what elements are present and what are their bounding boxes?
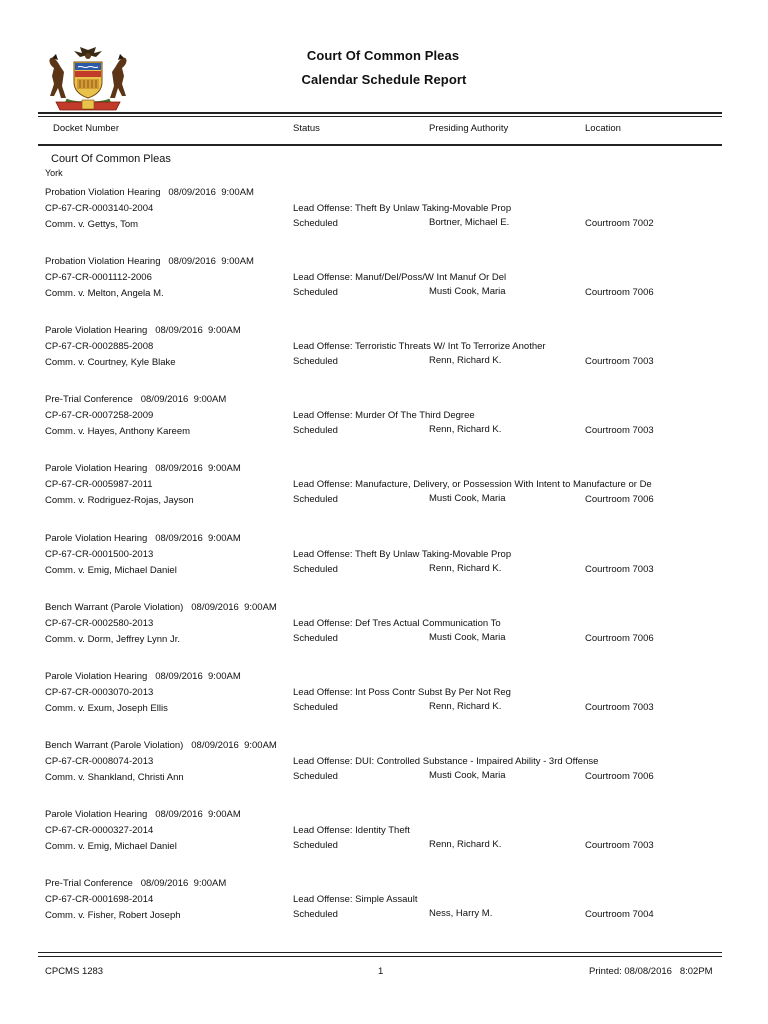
case-caption: Comm. v. Courtney, Kyle Blake	[45, 357, 176, 368]
hearing-type: Parole Violation Hearing 08/09/2016 9:00AM	[45, 809, 241, 820]
docket-number: CP-67-CR-0002580-2013	[45, 618, 154, 629]
presiding-authority: Musti Cook, Maria	[429, 286, 506, 297]
docket-number: CP-67-CR-0003140-2004	[45, 203, 154, 214]
column-presiding-authority: Presiding Authority	[429, 123, 509, 134]
lead-offense: Lead Offense: Simple Assault	[293, 894, 418, 905]
docket-number: CP-67-CR-0003070-2013	[45, 687, 154, 698]
schedule-entry	[0, 879, 768, 939]
report-title: Court Of Common Pleas	[306, 48, 460, 63]
presiding-authority: Musti Cook, Maria	[429, 770, 506, 781]
lead-offense: Lead Offense: Murder Of The Third Degree	[293, 410, 475, 421]
schedule-entry	[0, 395, 768, 455]
presiding-authority: Renn, Richard K.	[429, 424, 502, 435]
schedule-entry	[0, 257, 768, 317]
schedule-entry	[0, 326, 768, 386]
court-section-title: Court Of Common Pleas	[51, 153, 171, 165]
header-top-rule	[38, 112, 722, 114]
docket-number: CP-67-CR-0001698-2014	[45, 894, 154, 905]
lead-offense: Lead Offense: Int Poss Contr Subst By Per Not Reg	[293, 687, 511, 698]
presiding-authority: Bortner, Michael E.	[429, 217, 510, 228]
case-caption: Comm. v. Gettys, Tom	[45, 219, 139, 230]
hearing-type: Parole Violation Hearing 08/09/2016 9:00AM	[45, 533, 241, 544]
case-caption: Comm. v. Melton, Angela M.	[45, 288, 164, 299]
lead-offense: Lead Offense: Identity Theft	[293, 825, 410, 836]
footer-rule	[38, 952, 722, 953]
presiding-authority: Renn, Richard K.	[429, 701, 502, 712]
case-status: Scheduled	[293, 633, 338, 644]
presiding-authority: Musti Cook, Maria	[429, 493, 506, 504]
hearing-type: Pre-Trial Conference 08/09/2016 9:00AM	[45, 394, 227, 405]
courtroom-location: Courtroom 7006	[585, 494, 654, 505]
lead-offense: Lead Offense: Theft By Unlaw Taking-Movable Prop	[293, 203, 512, 214]
courtroom-location: Courtroom 7003	[585, 425, 654, 436]
case-caption: Comm. v. Shankland, Christi Ann	[45, 772, 184, 783]
schedule-entry	[0, 464, 768, 524]
case-status: Scheduled	[293, 287, 338, 298]
case-caption: Comm. v. Fisher, Robert Joseph	[45, 910, 181, 921]
docket-number: CP-67-CR-0008074-2013	[45, 756, 154, 767]
case-status: Scheduled	[293, 909, 338, 920]
column-location: Location	[585, 123, 621, 134]
docket-number: CP-67-CR-0005987-2011	[45, 479, 153, 490]
presiding-authority: Renn, Richard K.	[429, 355, 502, 366]
header-top-rule-thin	[38, 116, 722, 117]
courtroom-location: Courtroom 7006	[585, 633, 654, 644]
presiding-authority: Renn, Richard K.	[429, 563, 502, 574]
hearing-type: Parole Violation Hearing 08/09/2016 9:00AM	[45, 463, 241, 474]
case-status: Scheduled	[293, 494, 338, 505]
schedule-entry	[0, 534, 768, 594]
case-status: Scheduled	[293, 840, 338, 851]
case-caption: Comm. v. Exum, Joseph Ellis	[45, 703, 168, 714]
header-bottom-rule	[38, 144, 722, 146]
case-caption: Comm. v. Emig, Michael Daniel	[45, 565, 177, 576]
docket-number: CP-67-CR-0000327-2014	[45, 825, 154, 836]
county-name: York	[45, 168, 63, 178]
schedule-entry	[0, 188, 768, 248]
hearing-type: Bench Warrant (Parole Violation) 08/09/2016 9:00AM	[45, 740, 277, 751]
docket-number: CP-67-CR-0007258-2009	[45, 410, 154, 421]
courtroom-location: Courtroom 7002	[585, 218, 654, 229]
schedule-entry	[0, 603, 768, 663]
case-caption: Comm. v. Dorm, Jeffrey Lynn Jr.	[45, 634, 180, 645]
presiding-authority: Renn, Richard K.	[429, 839, 502, 850]
page-number: 1	[378, 966, 384, 977]
schedule-entry	[0, 672, 768, 732]
courtroom-location: Courtroom 7003	[585, 356, 654, 367]
docket-number: CP-67-CR-0001112-2006	[45, 272, 152, 283]
report-subtitle: Calendar Schedule Report	[301, 72, 467, 87]
case-caption: Comm. v. Rodriguez-Rojas, Jayson	[45, 495, 194, 506]
courtroom-location: Courtroom 7006	[585, 287, 654, 298]
case-status: Scheduled	[293, 702, 338, 713]
lead-offense: Lead Offense: Manuf/Del/Poss/W Int Manuf Or Del	[293, 272, 507, 283]
lead-offense: Lead Offense: Theft By Unlaw Taking-Movable Prop	[293, 549, 512, 560]
presiding-authority: Ness, Harry M.	[429, 908, 493, 919]
courtroom-location: Courtroom 7003	[585, 564, 654, 575]
lead-offense: Lead Offense: Terroristic Threats W/ Int To Terrorize Another	[293, 341, 546, 352]
lead-offense: Lead Offense: DUI: Controlled Substance - Impaired Ability - 3rd Offense	[293, 756, 599, 767]
lead-offense: Lead Offense: Manufacture, Delivery, or Possession With Intent to Manufacture or De	[293, 479, 652, 490]
printed-timestamp: Printed: 08/08/2016 8:02PM	[589, 966, 713, 977]
courtroom-location: Courtroom 7004	[585, 909, 654, 920]
form-id: CPCMS 1283	[45, 966, 104, 977]
case-caption: Comm. v. Emig, Michael Daniel	[45, 841, 177, 852]
case-status: Scheduled	[293, 356, 338, 367]
courtroom-location: Courtroom 7003	[585, 840, 654, 851]
hearing-type: Bench Warrant (Parole Violation) 08/09/2016 9:00AM	[45, 602, 277, 613]
hearing-type: Parole Violation Hearing 08/09/2016 9:00AM	[45, 671, 241, 682]
hearing-type: Probation Violation Hearing 08/09/2016 9:00AM	[45, 187, 254, 198]
column-docket-number: Docket Number	[53, 123, 119, 134]
courtroom-location: Courtroom 7003	[585, 702, 654, 713]
courtroom-location: Courtroom 7006	[585, 771, 654, 782]
lead-offense: Lead Offense: Def Tres Actual Communication To	[293, 618, 501, 629]
presiding-authority: Musti Cook, Maria	[429, 632, 506, 643]
schedule-entry	[0, 810, 768, 870]
hearing-type: Pre-Trial Conference 08/09/2016 9:00AM	[45, 878, 227, 889]
hearing-type: Probation Violation Hearing 08/09/2016 9:00AM	[45, 256, 254, 267]
case-caption: Comm. v. Hayes, Anthony Kareem	[45, 426, 191, 437]
case-status: Scheduled	[293, 564, 338, 575]
hearing-type: Parole Violation Hearing 08/09/2016 9:00AM	[45, 325, 241, 336]
footer-rule-thin	[38, 956, 722, 957]
case-status: Scheduled	[293, 771, 338, 782]
docket-number: CP-67-CR-0002885-2008	[45, 341, 154, 352]
case-status: Scheduled	[293, 425, 338, 436]
column-status: Status	[293, 123, 320, 134]
schedule-entry	[0, 741, 768, 801]
case-status: Scheduled	[293, 218, 338, 229]
docket-number: CP-67-CR-0001500-2013	[45, 549, 154, 560]
